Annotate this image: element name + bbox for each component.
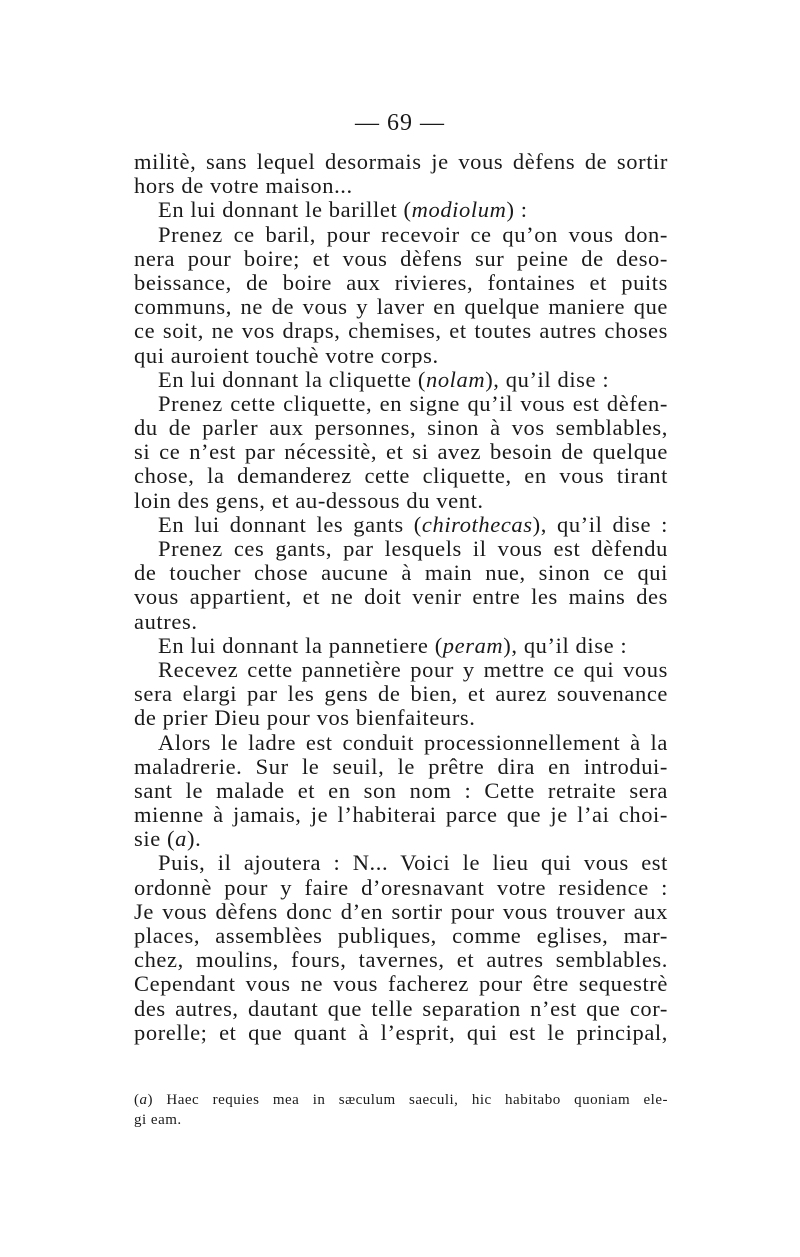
footnote-line: gi eam. bbox=[134, 1112, 182, 1128]
text-line: du de parler aux personnes, sinon à vos semblables, bbox=[134, 415, 668, 441]
text-line: Prenez ce baril, pour recevoir ce qu’on vous don- bbox=[158, 221, 668, 247]
text-line: de prier Dieu pour vos bienfaiteurs. bbox=[134, 705, 476, 731]
text-line: chez, moulins, fours, tavernes, et autres semblables. bbox=[134, 947, 668, 973]
text-line: sie (a). bbox=[134, 826, 202, 852]
text-line: sera elargi par les gens de bien, et aurez souvenance bbox=[134, 681, 668, 707]
text-line: de toucher chose aucune à main nue, sinon ce qui bbox=[134, 560, 668, 586]
text-line: Alors le ladre est conduit processionnellement à la bbox=[158, 729, 668, 755]
text-line: ce soit, ne vos draps, chemises, et toutes autres choses bbox=[134, 318, 668, 344]
text-line: Je vous dèfens donc d’en sortir pour vous trouver aux bbox=[134, 898, 668, 924]
text-line: En lui donnant le barillet (modiolum) : bbox=[158, 197, 528, 223]
text-line: maladrerie. Sur le seuil, le prêtre dira en introdui- bbox=[134, 753, 668, 779]
text-line: En lui donnant la pannetiere (peram), qu’il dise : bbox=[158, 632, 628, 658]
text-line: hors de votre maison... bbox=[134, 173, 353, 199]
text-line: places, assemblèes publiques, comme eglises, mar- bbox=[134, 923, 668, 948]
text-line: communs, ne de vous y laver en quelque maniere que bbox=[134, 294, 668, 320]
text-line: mienne à jamais, je l’habiterai parce que je l’ai choi- bbox=[134, 802, 668, 828]
text-line: porelle; et que quant à l’esprit, qui est le principal, bbox=[134, 1019, 668, 1045]
text-line: chose, la demanderez cette cliquette, en vous tirant bbox=[134, 463, 668, 489]
text-line: loin des gens, et au-dessous du vent. bbox=[134, 487, 484, 513]
text-line: beissance, de boire aux rivieres, fontaines et puits bbox=[134, 269, 668, 295]
page-number: — 69 — bbox=[355, 110, 445, 136]
text-line: autres. bbox=[134, 608, 198, 634]
main-text-block bbox=[134, 150, 668, 1045]
text-line: ordonnè pour y faire d’oresnavant votre residence : bbox=[134, 874, 668, 900]
text-line: si ce n’est par nécessitè, et si avez besoin de quelque bbox=[134, 439, 668, 465]
text-line: Cependant vous ne vous facherez pour être sequestrè bbox=[134, 971, 668, 997]
text-line: Recevez cette pannetière pour y mettre ce qui vous bbox=[158, 656, 668, 682]
text-line: des autres, dautant que telle separation n’est que cor- bbox=[134, 995, 668, 1021]
text-line: Prenez ces gants, par lesquels il vous est dèfendu bbox=[158, 536, 668, 561]
text-line: nera pour boire; et vous dèfens sur peine de deso- bbox=[134, 245, 668, 271]
text-line: qui auroient touchè votre corps. bbox=[134, 342, 439, 368]
footnote-line: (a) Haec requies mea in sæculum saeculi, hic habitabo quoniam ele- bbox=[134, 1092, 668, 1108]
text-line: Puis, il ajoutera : N... Voici le lieu qui vous est bbox=[158, 850, 668, 876]
text-line: vous appartient, et ne doit venir entre les mains des bbox=[134, 584, 668, 610]
text-line: sant le malade et en son nom : Cette retraite sera bbox=[134, 777, 668, 803]
text-line: En lui donnant les gants (chirothecas), qu’il dise : bbox=[158, 511, 668, 537]
text-line: En lui donnant la cliquette (nolam), qu’il dise : bbox=[158, 366, 610, 392]
text-line: militè, sans lequel desormais je vous dèfens de sortir bbox=[134, 149, 668, 174]
footnote bbox=[134, 1090, 668, 1130]
text-line: Prenez cette cliquette, en signe qu’il vous est dèfen- bbox=[158, 390, 668, 416]
